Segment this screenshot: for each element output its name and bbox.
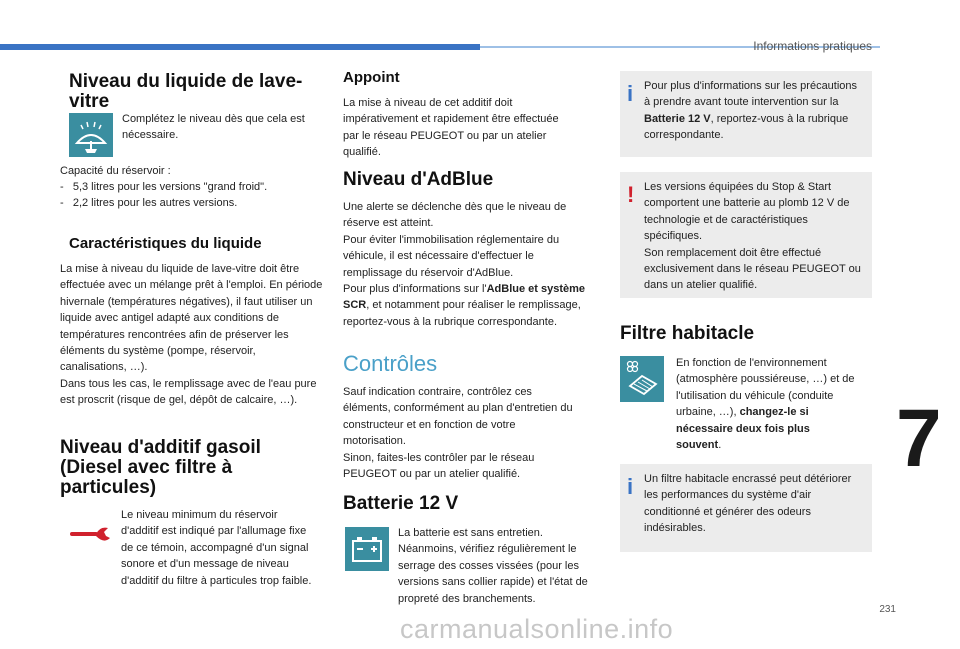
capacity-title: Capacité du réservoir : (60, 165, 171, 177)
cabin-filter-icon (620, 356, 664, 402)
batterie-text: La batterie est sans entretien. Néanmoins, vérifiez régulièrement le serrage des cosses vissées (pour les versions sans collier rapide) et l'état de propreté des branchements. (398, 527, 588, 605)
adblue-text-part2: , et notamment pour réaliser le remplissage, reportez-vous à la rubrique correspondante. (343, 299, 581, 328)
info1-part2: , reportez-vous à la rubrique correspondante. (644, 112, 849, 142)
info-icon: i (627, 81, 634, 106)
washer-text: Complétez le niveau dès que cela est nécessaire. (122, 113, 305, 142)
adblue-text-part1: Une alerte se déclenche dès que le niveau de réserve est atteint. Pour éviter l'immobilisation réglementaire du véhicule, il est nécessaire d'effectuer le remplissage du réservoir d'AdBlue. Pour plus d'informations sur l' (343, 201, 567, 296)
warning-icon: ! (627, 182, 635, 207)
filtre-part1: En fonction de l'environnement (atmosphère poussiéreuse, …) et de l'utilisation du véhicule (conduite urbaine, …), (676, 357, 855, 419)
appoint-text: La mise à niveau de cet additif doit impérativement et rapidement être effectuée par le réseau PEUGEOT ou par un atelier qualifié. (343, 97, 559, 159)
info1-bold: Batterie 12 V (644, 112, 711, 125)
battery-icon (345, 527, 389, 571)
adblue-bold: AdBlue et système SCR (343, 283, 586, 312)
header-bar (0, 44, 480, 50)
controles-title: Contrôles (343, 351, 438, 376)
warning-box-stop-start (620, 172, 872, 298)
heading-additif: Niveau d'additif gasoil (Diesel avec filtre à particules) (60, 437, 261, 498)
info-box-filtre-text: Un filtre habitacle encrassé peut détériorer les performances du système d'air conditionné et générer des odeurs indésirables. (644, 473, 852, 535)
info-box-filtre (620, 464, 872, 552)
heading-batterie: Batterie 12 V (343, 493, 459, 514)
filtre-bold: changez-le si nécessaire deux fois plus souvent (676, 406, 810, 452)
adblue-text (343, 199, 593, 330)
heading-appoint: Appoint (343, 69, 400, 86)
charac-text: La mise à niveau du liquide de lave-vitre doit être effectuée avec un mélange prêt à l'emploi. En période hivernale (températures négatives), il faut utiliser un liquide avec antigel adapté aux conditions de températures rencontrées afin de préserver les éléments du système (pompe, réservoir, canalisations, …). Dans tous les cas, le remplissage avec de l'eau pure est proscrit (risque de gel, dépôt de calcaire, …). (60, 263, 323, 407)
capacity-line-2: - 2,2 litres pour les autres versions. (60, 197, 238, 209)
warning-box-text: Les versions équipées du Stop & Start comportent une batterie au plomb 12 V de technologie et de caractéristiques spécifiques. Son remplacement doit être effectué exclusivement dans le réseau PEUGEOT ou dans un atelier qualifié. (644, 181, 861, 292)
wrench-icon (66, 512, 116, 552)
chapter-number: 7 (896, 393, 942, 484)
info-box-batterie-text (644, 78, 866, 144)
washer-fluid-icon (69, 113, 113, 157)
heading-lave-vitre: Niveau du liquide de lave-vitre (69, 71, 303, 112)
section-title: Informations pratiques (753, 39, 872, 53)
info-box-batterie (620, 71, 872, 157)
page-number: 231 (879, 604, 896, 615)
watermark: carmanualsonline.info (400, 614, 674, 644)
heading-filtre: Filtre habitacle (620, 323, 755, 344)
filtre-part2: . (718, 439, 722, 452)
heading-adblue: Niveau d'AdBlue (343, 169, 494, 190)
info1-part1: Pour plus d'informations sur les précautions à prendre avant toute intervention sur la (644, 80, 858, 109)
info-icon: i (627, 474, 634, 499)
additif-text: Le niveau minimum du réservoir d'additif est indiqué par l'allumage fixe de ce témoin, accompagné d'un signal sonore et d'un message de niveau d'additif du filtre à particules trop faible. (121, 509, 312, 587)
heading-caracteristiques: Caractéristiques du liquide (69, 235, 262, 252)
capacity-line-1: - 5,3 litres pour les versions "grand froid". (60, 181, 268, 193)
controles-text: Sauf indication contraire, contrôlez ces éléments, conformément au plan d'entretien du constructeur et en fonction de votre motorisation. Sinon, faites-les contrôler par le réseau PEUGEOT ou par un atelier qualifié. (343, 386, 573, 481)
filtre-text (676, 355, 856, 453)
